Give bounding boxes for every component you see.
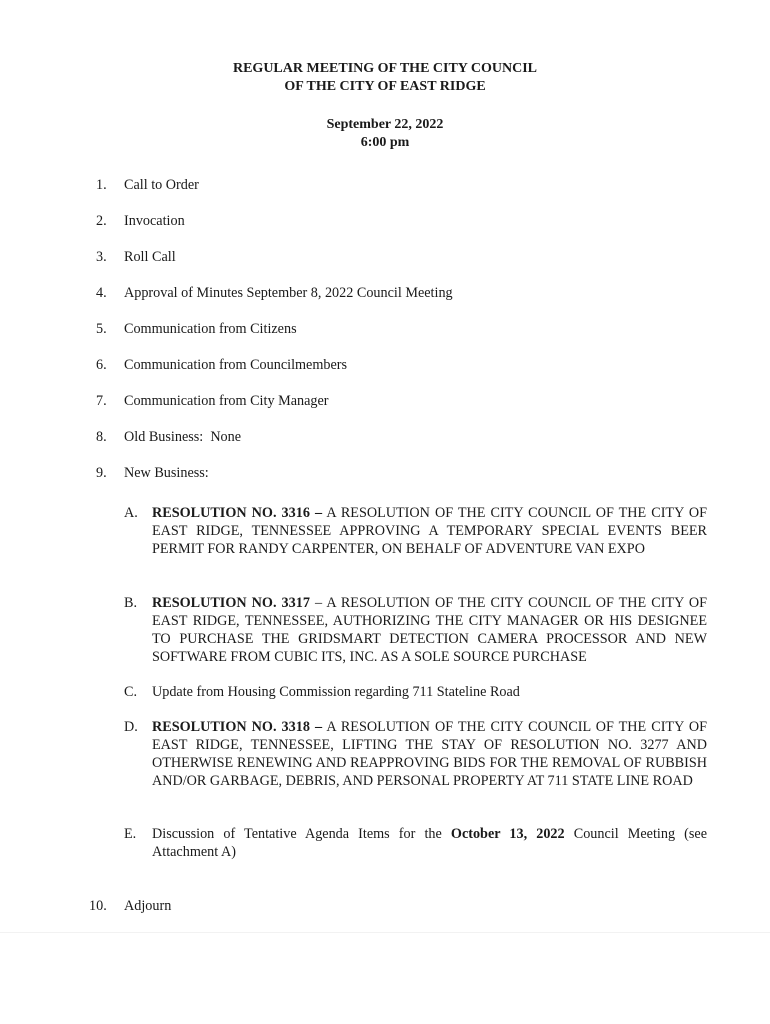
sub-item-letter: A. (124, 505, 138, 521)
agenda-item-8 (96, 428, 241, 446)
new-business-item-d (124, 718, 707, 790)
agenda-item-number: 7. (96, 393, 107, 409)
sub-item-letter: C. (124, 684, 138, 700)
meeting-datetime (0, 116, 770, 152)
resolution-text: A RESOLUTION OF THE CITY COUNCIL OF THE CITY OF EAST RIDGE, TENNESSEE, LIFTING THE STAY OF RESOLUTION NO. 3277 AND OTHERWISE RENEWING AND REAPPROVING BIDS FOR THE REMOVAL OF RUBBISH AND/OR GARBAGE, DEBRIS, AND PERSONAL PROPERTY AT 711 STATE LINE ROAD (152, 719, 708, 789)
resolution-number: RESOLUTION NO. 3318 – (152, 719, 323, 735)
agenda-item-number: 2. (96, 213, 107, 229)
meeting-date: September 22, 2022 (326, 117, 444, 132)
agenda-item-number: 9. (96, 465, 107, 481)
agenda-item-3 (96, 248, 176, 266)
agenda-item-text: Communication from Councilmembers (124, 357, 348, 373)
update-text: Update from Housing Commission regarding 711 Stateline Road (152, 684, 520, 700)
page-scan-edge (0, 932, 770, 933)
agenda-item-text: Adjourn (124, 898, 172, 914)
title-line-2: OF THE CITY OF EAST RIDGE (284, 79, 486, 94)
agenda-item-2 (96, 212, 185, 230)
sub-item-body (152, 825, 707, 861)
agenda-item-text: Communication from City Manager (124, 393, 329, 409)
sub-item-body (152, 504, 707, 558)
agenda-item-10 (89, 897, 171, 915)
resolution-number: RESOLUTION NO. 3316 – (152, 505, 323, 521)
new-business-item-e (124, 825, 707, 861)
agenda-item-text: New Business: (124, 465, 209, 481)
agenda-item-6 (96, 356, 347, 374)
sub-item-letter: E. (124, 826, 137, 842)
document-title (0, 60, 770, 96)
agenda-item-text: Approval of Minutes September 8, 2022 Council Meeting (124, 285, 453, 301)
resolution-text: – A RESOLUTION OF THE CITY COUNCIL OF THE CITY OF EAST RIDGE, TENNESSEE, AUTHORIZING THE CITY MANAGER OR HIS DESIGNEE TO PURCHASE THE GRIDSMART DETECTION CAMERA PROCESSOR AND NEW SOFTWARE FROM CUBIC ITS, INC. AS A SOLE SOURCE PURCHASE (152, 595, 708, 665)
sub-item-body (152, 718, 707, 790)
title-line-1: REGULAR MEETING OF THE CITY COUNCIL (232, 61, 538, 76)
agenda-item-number: 5. (96, 321, 107, 337)
discussion-text-pre: Discussion of Tentative Agenda Items for the (152, 826, 451, 842)
agenda-item-7 (96, 392, 329, 410)
meeting-date-bold: October 13, 2022 (450, 826, 565, 842)
agenda-item-5 (96, 320, 297, 338)
discussion-text-post: Council Meeting (see Attachment A) (152, 826, 707, 860)
agenda-item-4 (96, 284, 453, 302)
sub-item-letter: D. (124, 719, 138, 735)
meeting-time: 6:00 pm (360, 135, 410, 150)
new-business-item-a (124, 504, 707, 558)
agenda-item-text: Roll Call (124, 249, 176, 265)
sub-item-letter: B. (124, 595, 138, 611)
new-business-item-c (124, 683, 707, 701)
new-business-item-b (124, 594, 707, 666)
agenda-item-number: 8. (96, 429, 107, 445)
resolution-text: A RESOLUTION OF THE CITY COUNCIL OF THE CITY OF EAST RIDGE, TENNESSEE APPROVING A TEMPORARY SPECIAL EVENTS BEER PERMIT FOR RANDY CARPENTER, ON BEHALF OF ADVENTURE VAN EXPO (152, 505, 708, 557)
agenda-item-number: 3. (96, 249, 107, 265)
agenda-item-number: 1. (96, 177, 107, 193)
agenda-item-number: 4. (96, 285, 107, 301)
resolution-number: RESOLUTION NO. 3317 (152, 595, 310, 611)
agenda-item-number: 10. (89, 898, 107, 914)
agenda-item-1 (96, 176, 199, 194)
agenda-item-text: Old Business: None (124, 429, 242, 445)
agenda-item-text: Call to Order (124, 177, 199, 193)
sub-item-body (152, 683, 707, 701)
agenda-item-text: Communication from Citizens (124, 321, 297, 337)
agenda-item-9 (96, 464, 209, 482)
agenda-item-text: Invocation (124, 213, 185, 229)
agenda-item-number: 6. (96, 357, 107, 373)
sub-item-body (152, 594, 707, 666)
